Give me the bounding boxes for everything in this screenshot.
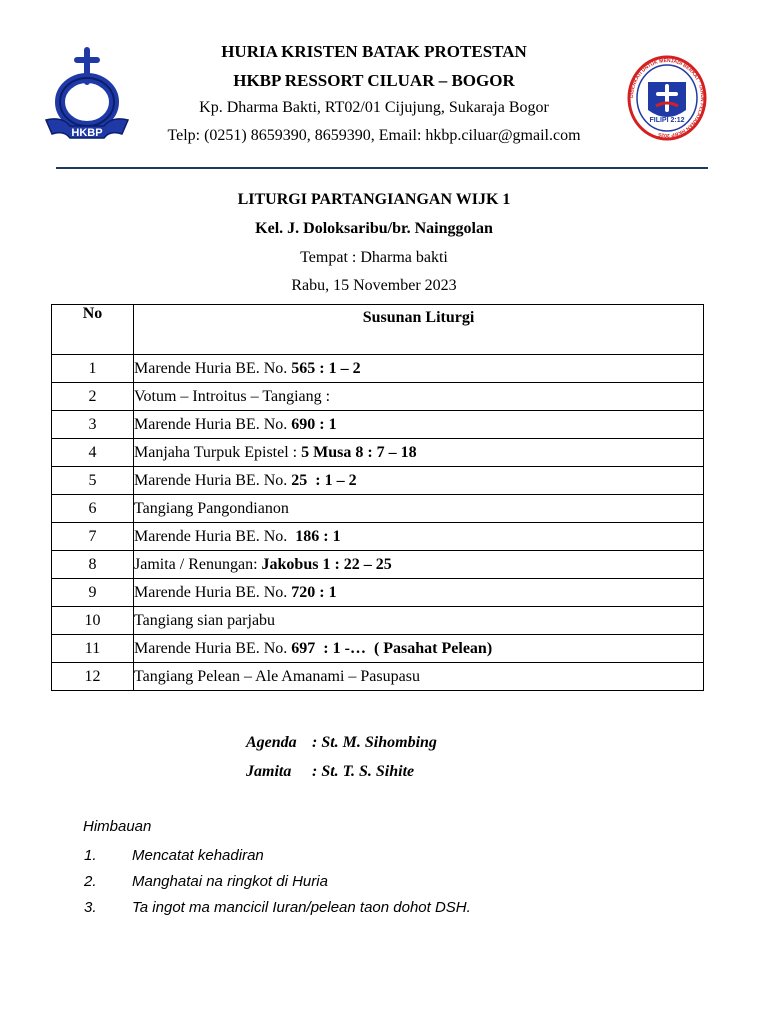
table-row [52,495,704,523]
table-row [52,523,704,551]
table-header-row [52,305,704,355]
emblem-verse: FILIPI 2:12 [649,117,685,124]
liturgy-item: Tangiang Pangondianon [134,495,704,523]
year-emblem-icon [626,52,708,144]
agenda-line [246,734,437,752]
letterhead-divider [56,167,708,169]
liturgy-item: Jamita / Renungan: Jakobus 1 : 22 – 25 [134,551,704,579]
table-row [52,607,704,635]
table-row [52,663,704,691]
column-header-no: No [52,305,134,355]
notice-item: 1. Mencatat kehadiran [84,847,264,864]
liturgy-item: Tangiang Pelean – Ale Amanami – Pasupasu [134,663,704,691]
row-number: 5 [52,467,134,495]
agenda-officiant: : St. M. Sihombing [312,734,437,751]
table-row [52,383,704,411]
row-number: 3 [52,411,134,439]
emblem-ring-text: DIBERKATI UNTUK MENJADI BERKAT · TAHUN PELAYANAN HKBP 2025 [628,57,706,139]
liturgy-item: Marende Huria BE. No. 697 : 1 -… ( Pasahat Pelean) [134,635,704,663]
row-number: 9 [52,579,134,607]
liturgy-item: Tangiang sian parjabu [134,607,704,635]
liturgy-item: Votum – Introitus – Tangiang : [134,383,704,411]
table-row [52,411,704,439]
row-number: 1 [52,355,134,383]
table-row [52,439,704,467]
table-row [52,635,704,663]
table-row [52,467,704,495]
jamita-officiant: : St. T. S. Sihite [312,763,415,780]
jamita-line [246,763,414,781]
ressort-name: HKBP RESSORT CILUAR – BOGOR [233,71,515,90]
liturgy-item: Marende Huria BE. No. 565 : 1 – 2 [134,355,704,383]
row-number: 10 [52,607,134,635]
liturgy-item: Marende Huria BE. No. 720 : 1 [134,579,704,607]
row-number: 11 [52,635,134,663]
table-row [52,355,704,383]
hkbp-logo-icon [42,46,132,144]
liturgy-item: Marende Huria BE. No. 25 : 1 – 2 [134,467,704,495]
org-name: HURIA KRISTEN BATAK PROTESTAN [221,42,527,61]
row-number: 7 [52,523,134,551]
hkbp-logo-text: HKBP [71,127,103,139]
row-number: 12 [52,663,134,691]
liturgy-table [51,304,704,691]
table-row [52,551,704,579]
liturgy-item: Manjaha Turpuk Epistel : 5 Musa 8 : 7 – 18 [134,439,704,467]
letterhead [0,0,768,172]
org-address: Kp. Dharma Bakti, RT02/01 Cijujung, Sukaraja Bogor [199,99,549,116]
liturgy-item: Marende Huria BE. No. 690 : 1 [134,411,704,439]
row-number: 8 [52,551,134,579]
row-number: 6 [52,495,134,523]
agenda-label: Agenda [246,734,297,751]
table-row [52,579,704,607]
notice-item: 3. Ta ingot ma mancicil Iuran/pelean taon dohot DSH. [84,899,471,916]
org-contact: Telp: (0251) 8659390, 8659390, Email: hkbp.ciluar@gmail.com [167,127,581,144]
venue: Tempat : Dharma bakti [300,249,448,266]
jamita-label: Jamita [246,763,292,780]
row-number: 2 [52,383,134,411]
row-number: 4 [52,439,134,467]
column-header-liturgy: Susunan Liturgi [134,305,704,355]
notice-item: 2. Manghatai na ringkot di Huria [84,873,328,890]
document-title: LITURGI PARTANGIANGAN WIJK 1 [237,191,511,208]
notice-title: Himbauan [83,818,152,835]
host-family: Kel. J. Doloksaribu/br. Nainggolan [255,220,493,237]
service-date: Rabu, 15 November 2023 [291,277,457,294]
liturgy-item: Marende Huria BE. No. 186 : 1 [134,523,704,551]
